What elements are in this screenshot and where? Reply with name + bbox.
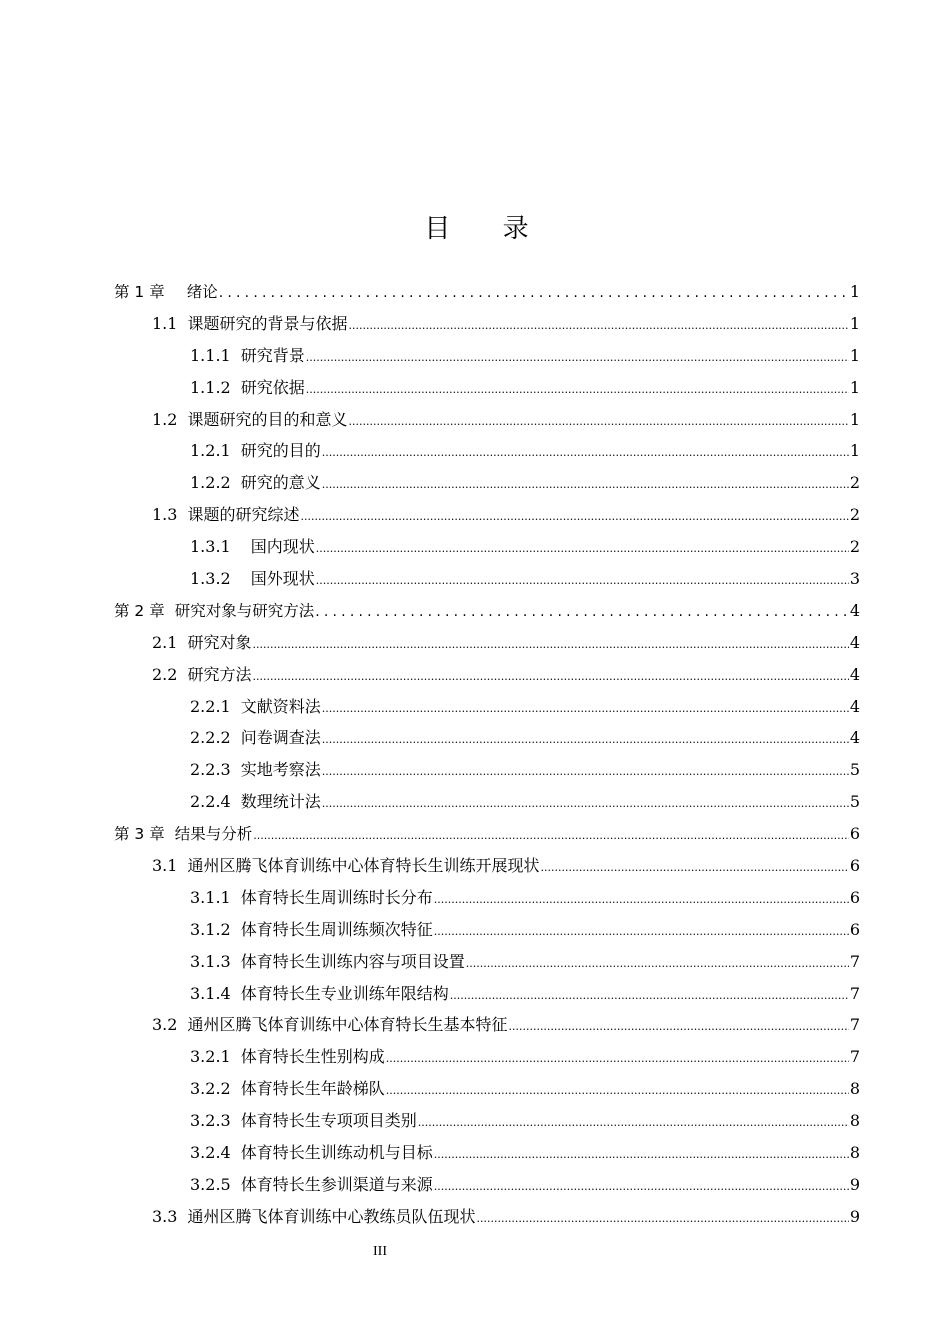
toc-entry-number: 2.1 (152, 632, 178, 652)
toc-entry-page: 7 (849, 1047, 860, 1067)
toc-entry-number: 1.1 (152, 313, 178, 333)
toc-entry-title: 绪论 (186, 283, 218, 301)
toc-entry-number: 3.3 (152, 1206, 178, 1226)
page-number: III (373, 1244, 387, 1259)
toc-entry-page: 4 (849, 664, 860, 684)
toc-entry-number: 3.2.3 (190, 1111, 231, 1131)
toc-dot-leader (476, 1203, 848, 1235)
toc-entry-title: 课题的研究综述 (187, 505, 300, 525)
toc-dot-leader (540, 852, 848, 884)
toc-entry-number: 2.2.3 (190, 760, 231, 780)
toc-dot-leader (434, 916, 849, 948)
toc-entry-page: 1 (849, 282, 860, 301)
toc-dot-leader (300, 501, 848, 533)
toc-dot-leader (316, 533, 849, 565)
toc-entry-number: 2.2.4 (190, 792, 231, 812)
toc-entry[interactable] (114, 786, 860, 818)
toc-entry-page: 6 (849, 824, 860, 844)
toc-entry-number: 第 2 章 (114, 601, 165, 620)
toc-entry-page: 2 (849, 505, 860, 525)
toc-entry[interactable] (114, 754, 860, 786)
toc-entry-title: 国外现状 (250, 569, 315, 589)
toc-entry-page: 1 (849, 441, 860, 461)
toc-entry-title: 体育特长生训练内容与项目设置 (240, 951, 465, 971)
toc-dot-leader (434, 884, 849, 916)
toc-entry-page: 6 (849, 887, 860, 907)
toc-dot-leader (306, 342, 849, 374)
toc-entry-number: 1.3.1 (190, 537, 231, 557)
toc-dot-leader (466, 948, 849, 980)
toc-entry-page: 9 (849, 1174, 860, 1194)
toc-entry-number: 1.3 (152, 505, 178, 525)
toc-entry-title: 研究的目的 (240, 441, 321, 461)
toc-entry-number: 1.3.2 (190, 569, 231, 589)
toc-entry-page: 7 (849, 1015, 860, 1035)
toc-entry[interactable] (114, 882, 860, 914)
toc-dot-leader (434, 1171, 849, 1203)
toc-entry[interactable] (114, 563, 860, 595)
toc-entry-title: 体育特长生专项项目类别 (240, 1111, 417, 1131)
toc-entry[interactable] (114, 946, 860, 978)
toc-entry[interactable] (114, 595, 860, 627)
toc-dot-leader (316, 565, 849, 597)
toc-entry-title: 通州区腾飞体育训练中心体育特长生训练开展现状 (187, 856, 540, 876)
toc-entry-page: 7 (849, 951, 860, 971)
toc-entry[interactable] (114, 1137, 860, 1169)
toc-entry-number: 1.2.1 (190, 441, 231, 461)
toc-entry-title: 研究方法 (187, 664, 252, 684)
toc-dot-leader (306, 374, 849, 406)
toc-entry[interactable] (114, 340, 860, 372)
toc-entry[interactable] (114, 659, 860, 691)
toc-entry-number: 第 1 章 (114, 283, 165, 301)
toc-entry-title: 课题研究的目的和意义 (187, 409, 348, 429)
toc-entry[interactable] (114, 978, 860, 1010)
toc-entry[interactable] (114, 1201, 860, 1233)
toc-entry-page: 8 (849, 1079, 860, 1099)
toc-entry-number: 3.1.1 (190, 887, 231, 907)
toc-entry-number: 第 3 章 (114, 825, 165, 844)
toc-entry-page: 5 (849, 760, 860, 780)
toc-entry-number: 1.1.2 (190, 377, 231, 397)
toc-dot-leader (322, 788, 849, 820)
toc-dot-leader (322, 724, 849, 756)
toc-entry[interactable] (114, 1105, 860, 1137)
toc-entry-number: 3.2.2 (190, 1079, 231, 1099)
toc-entry-page: 6 (849, 919, 860, 939)
toc-entry[interactable] (114, 1009, 860, 1041)
toc-entry-title: 研究依据 (240, 377, 305, 397)
toc-entry-number: 3.2 (152, 1015, 178, 1035)
toc-entry[interactable] (114, 627, 860, 659)
toc-entry[interactable] (114, 308, 860, 340)
toc-entry[interactable] (114, 531, 860, 563)
toc-dot-leader (322, 469, 849, 501)
toc-entry[interactable] (114, 467, 860, 499)
toc-entry-title: 数理统计法 (240, 792, 321, 812)
toc-dot-leader (252, 661, 848, 693)
toc-entry-page: 1 (849, 313, 860, 333)
toc-entry-number: 3.1.3 (190, 951, 231, 971)
toc-dot-leader (322, 437, 849, 469)
toc-entry-page: 4 (849, 696, 860, 716)
toc-entry-title: 研究对象与研究方法 (174, 601, 315, 620)
toc-entry-page: 6 (849, 856, 860, 876)
toc-entry[interactable] (114, 850, 860, 882)
toc-dot-leader (322, 693, 849, 725)
toc-entry-title: 体育特长生性别构成 (240, 1047, 385, 1067)
toc-entry[interactable] (114, 404, 860, 436)
toc-entry-page: 5 (849, 792, 860, 812)
toc-entry-page: 7 (849, 983, 860, 1003)
toc-entry-page: 8 (849, 1143, 860, 1163)
toc-dot-leader (219, 278, 849, 310)
toc-entry-page: 3 (849, 569, 860, 589)
toc-entry-page: 2 (849, 537, 860, 557)
toc-entry[interactable] (114, 722, 860, 754)
table-of-contents (114, 276, 860, 1233)
toc-entry-number: 2.2.1 (190, 696, 231, 716)
toc-entry-title: 体育特长生周训练频次特征 (240, 919, 433, 939)
toc-dot-leader (418, 1107, 849, 1139)
toc-entry-title: 通州区腾飞体育训练中心教练员队伍现状 (187, 1206, 476, 1226)
toc-entry-page: 4 (849, 728, 860, 748)
toc-dot-leader (508, 1011, 848, 1043)
toc-entry-number: 3.2.1 (190, 1047, 231, 1067)
toc-entry-number: 1.1.1 (190, 345, 231, 365)
toc-entry-title: 体育特长生训练动机与目标 (240, 1143, 433, 1163)
toc-title: 目 录 (424, 214, 551, 244)
toc-entry-number: 2.2.2 (190, 728, 231, 748)
toc-entry[interactable] (114, 1169, 860, 1201)
toc-dot-leader (434, 1139, 849, 1171)
toc-entry[interactable] (114, 276, 860, 308)
toc-entry-number: 1.2.2 (190, 473, 231, 493)
toc-dot-leader (253, 820, 849, 852)
toc-dot-leader (348, 310, 848, 342)
toc-entry[interactable] (114, 372, 860, 404)
toc-entry-page: 4 (849, 632, 860, 652)
toc-dot-leader (386, 1075, 849, 1107)
toc-entry-number: 2.2 (152, 664, 178, 684)
toc-entry-page: 1 (849, 377, 860, 397)
toc-entry[interactable] (114, 1073, 860, 1105)
toc-entry-number: 3.1.4 (190, 983, 231, 1003)
toc-entry-title: 研究对象 (187, 632, 252, 652)
toc-entry-title: 国内现状 (250, 537, 315, 557)
toc-entry[interactable] (114, 435, 860, 467)
toc-entry-title: 文献资料法 (240, 696, 321, 716)
toc-entry-number: 3.1.2 (190, 919, 231, 939)
toc-entry-number: 3.2.4 (190, 1143, 231, 1163)
toc-entry[interactable] (114, 914, 860, 946)
toc-entry-page: 2 (849, 473, 860, 493)
toc-dot-leader (386, 1043, 849, 1075)
toc-entry-title: 体育特长生年龄梯队 (240, 1079, 385, 1099)
toc-entry-page: 1 (849, 345, 860, 365)
toc-entry-title: 问卷调查法 (240, 728, 321, 748)
toc-entry[interactable] (114, 691, 860, 723)
toc-entry-number: 1.2 (152, 409, 178, 429)
toc-entry-title: 体育特长生参训渠道与来源 (240, 1174, 433, 1194)
toc-entry-title: 实地考察法 (240, 760, 321, 780)
toc-dot-leader (450, 980, 849, 1012)
toc-entry-title: 课题研究的背景与依据 (187, 313, 348, 333)
toc-entry-title: 研究背景 (240, 345, 305, 365)
toc-entry-title: 研究的意义 (240, 473, 321, 493)
toc-entry-number: 3.1 (152, 856, 178, 876)
toc-dot-leader (252, 629, 848, 661)
toc-entry-page: 8 (849, 1111, 860, 1131)
toc-dot-leader (322, 756, 849, 788)
toc-entry-title: 通州区腾飞体育训练中心体育特长生基本特征 (187, 1015, 508, 1035)
toc-entry-number: 3.2.5 (190, 1174, 231, 1194)
toc-entry-page: 4 (849, 600, 860, 620)
toc-entry-title: 体育特长生周训练时长分布 (240, 887, 433, 907)
toc-entry-title: 体育特长生专业训练年限结构 (240, 983, 449, 1003)
toc-entry[interactable] (114, 1041, 860, 1073)
toc-dot-leader (315, 597, 849, 629)
toc-entry[interactable] (114, 818, 860, 850)
toc-entry-page: 1 (849, 409, 860, 429)
toc-entry-page: 9 (849, 1206, 860, 1226)
toc-entry-title: 结果与分析 (174, 825, 253, 844)
toc-dot-leader (348, 406, 848, 438)
toc-entry[interactable] (114, 499, 860, 531)
